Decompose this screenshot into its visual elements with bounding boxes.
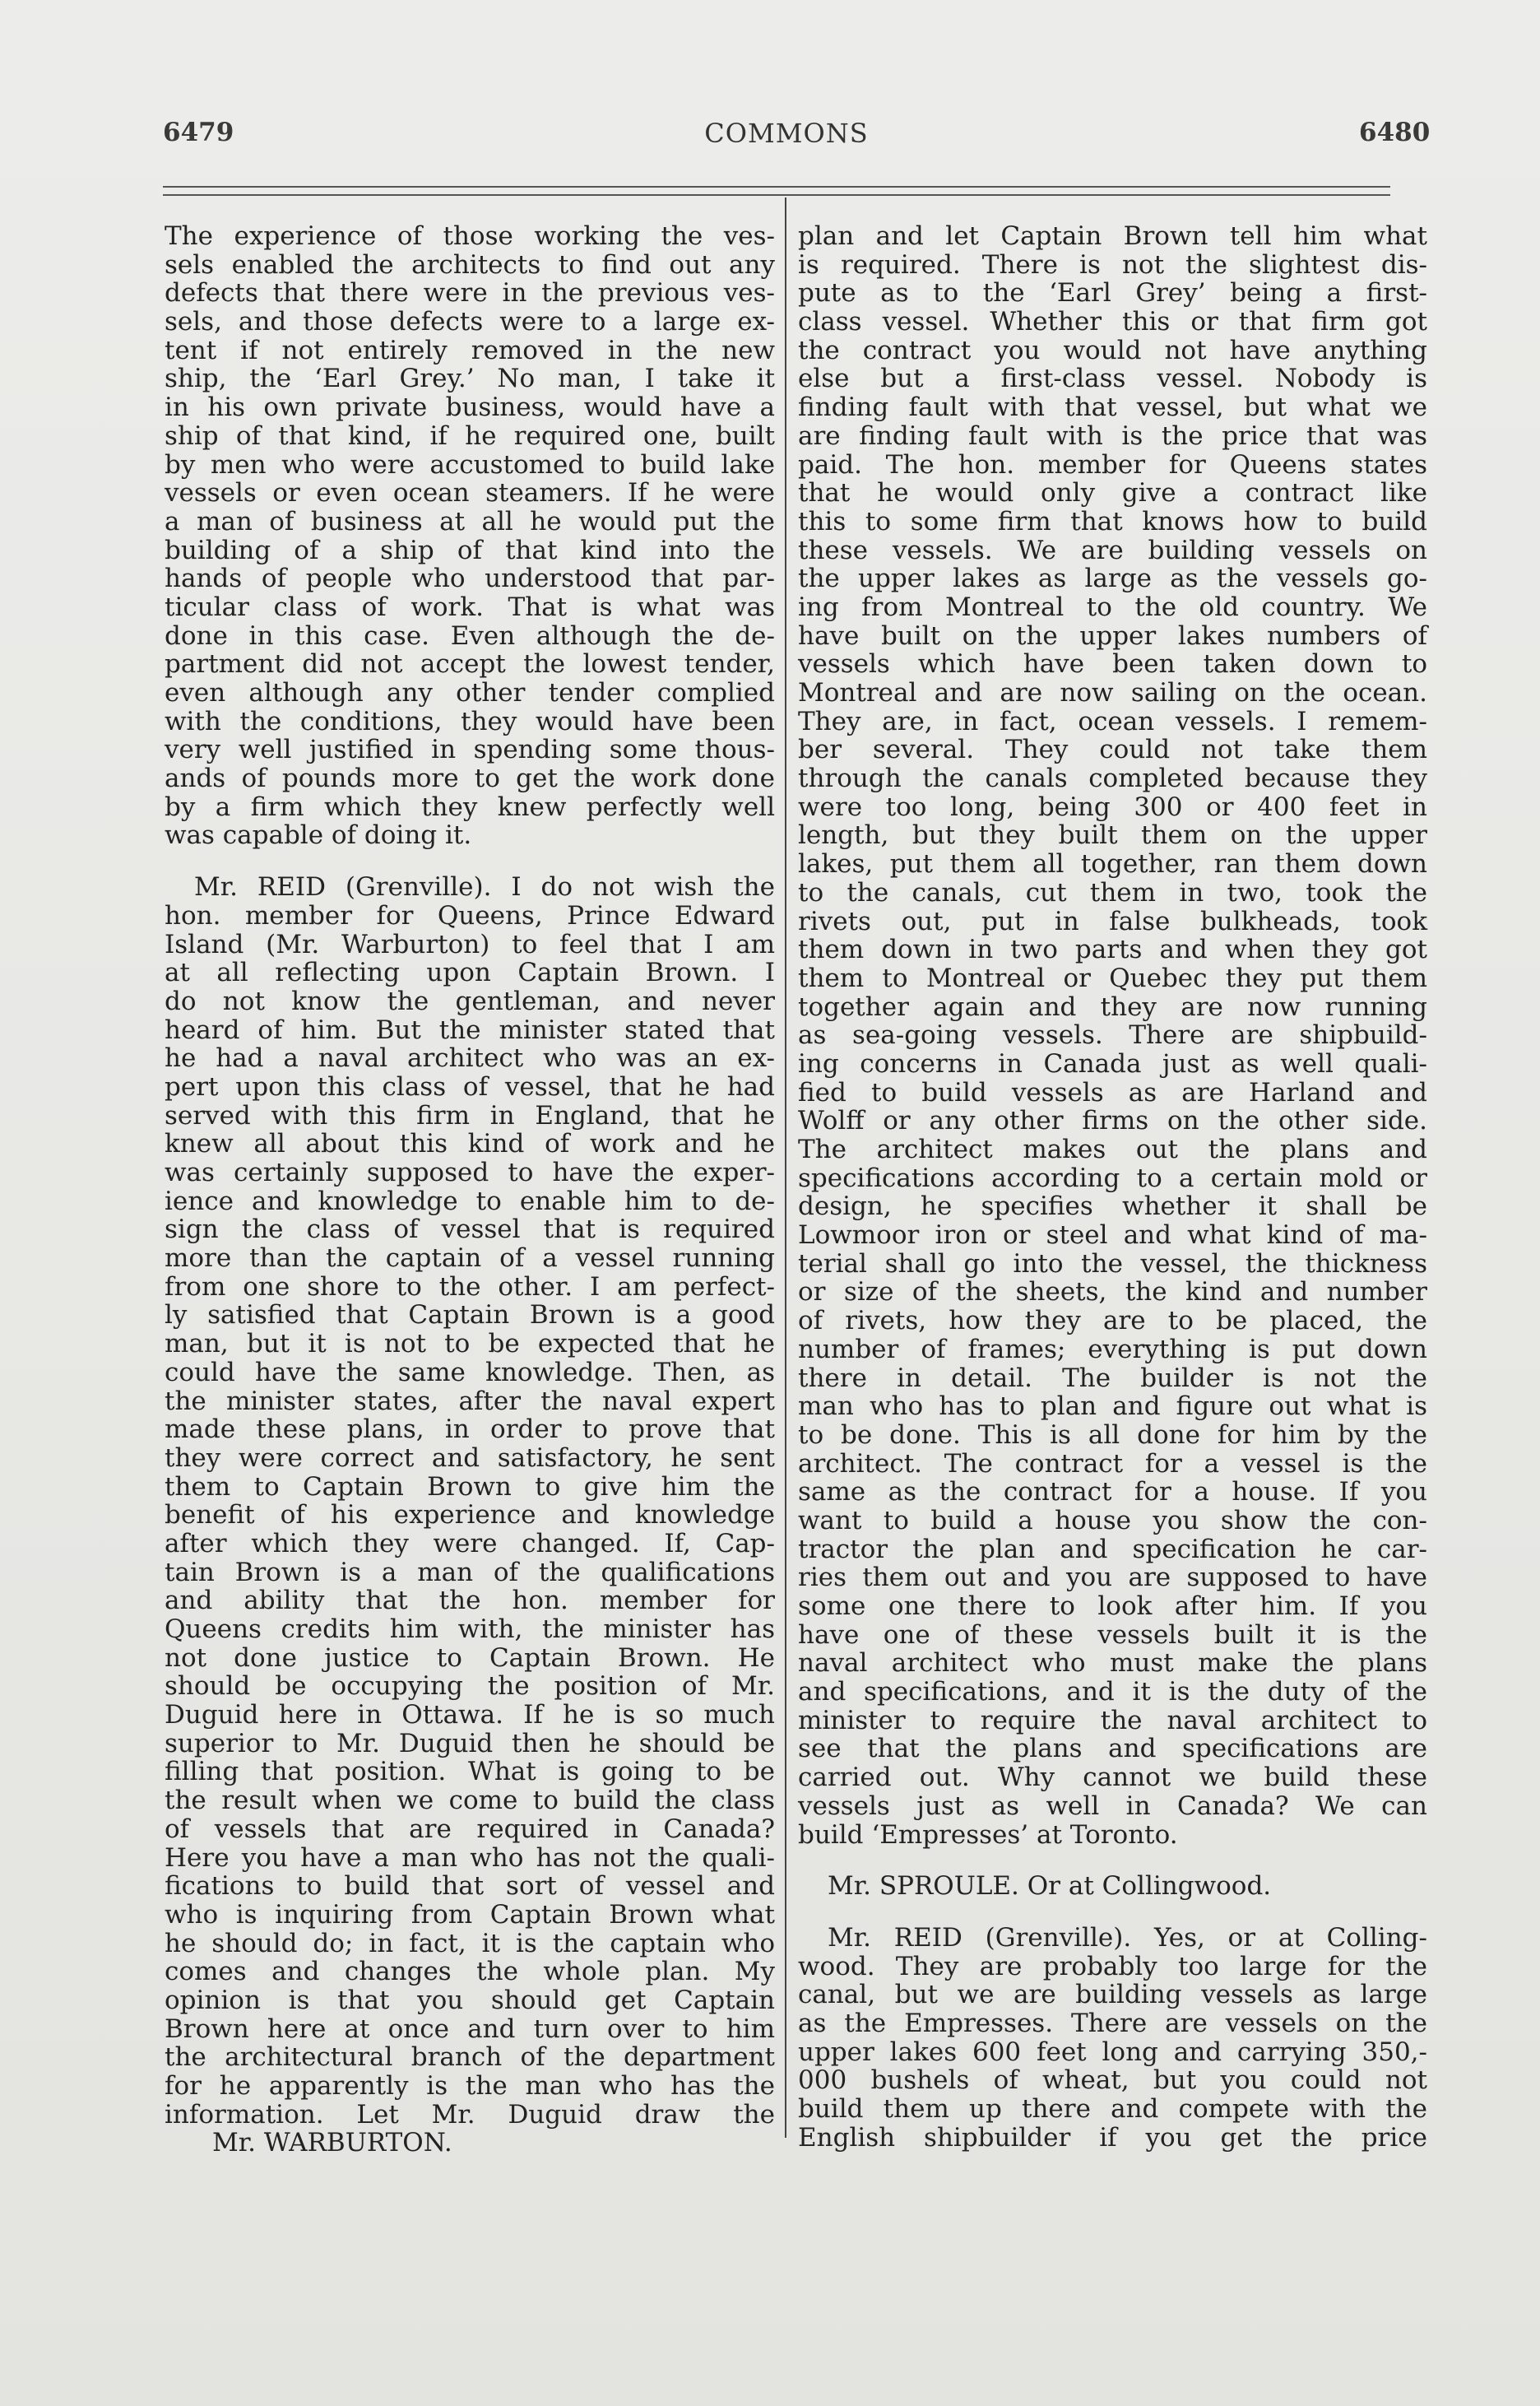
text-line: benefit of his experience and knowledge (165, 1500, 775, 1530)
text-line: minister to require the naval architect to (798, 1705, 1427, 1735)
text-line: vessels or even ocean steamers. If he were (165, 478, 775, 509)
text-line: Mr. REID (Grenville). I do not wish the (194, 872, 775, 903)
text-line: naval architect who must make the plans (798, 1648, 1427, 1679)
text-line: should be occupying the position of Mr. (165, 1671, 775, 1702)
text-line: plan and let Captain Brown tell him what (798, 221, 1427, 251)
text-line: or size of the sheets, the kind and number (798, 1277, 1427, 1308)
text-line: Montreal and are now sailing on the ocean. (798, 678, 1427, 708)
text-line: was capable of doing it. (165, 820, 472, 851)
header-rule-top (163, 186, 1390, 188)
text-line: tractor the plan and specification he car- (798, 1534, 1427, 1564)
text-line: man, but it is not to be expected that he (165, 1329, 775, 1359)
text-line: some one there to look after him. If you (798, 1591, 1427, 1621)
text-line: together again and they are now running (798, 992, 1427, 1022)
text-line: ship of that kind, if he required one, built (165, 420, 775, 451)
text-line: same as the contract for a house. If you (798, 1477, 1427, 1507)
text-line: after which they were changed. If, Cap- (165, 1528, 775, 1558)
text-line: paid. The hon. member for Queens states (798, 449, 1427, 480)
text-line: could have the same knowledge. Then, as (165, 1357, 775, 1387)
text-line: information. Let Mr. Duguid draw the (165, 2099, 775, 2130)
text-line: hands of people who understood that par- (165, 564, 775, 594)
text-line: number of frames; everything is put down (798, 1334, 1427, 1364)
text-line: do not know the gentleman, and never (165, 986, 775, 1016)
text-line: for he apparently is the man who has the (165, 2071, 775, 2101)
text-line: design, he specifies whether it shall be (798, 1191, 1427, 1222)
text-line: They are, in fact, ocean vessels. I remem- (798, 706, 1427, 736)
text-line: comes and changes the whole plan. My (165, 1957, 775, 1987)
left-column (165, 222, 775, 2158)
text-line: man who has to plan and figure out what is (798, 1391, 1427, 1422)
text-line: this to some firm that knows how to build (798, 506, 1427, 536)
text-line: he had a naval architect who was an ex- (165, 1043, 775, 1074)
text-line: pute as to the ‘Earl Grey’ being a first- (798, 278, 1427, 309)
text-line: was certainly supposed to have the exper- (165, 1158, 775, 1187)
text-line: ly satisfied that Captain Brown is a good (165, 1300, 775, 1331)
text-line: sels, and those defects were to a large ex- (165, 307, 775, 337)
text-line: Queens credits him with, the minister has (165, 1614, 775, 1644)
text-line: as the Empresses. There are vessels on the (798, 2008, 1427, 2038)
text-line: is required. There is not the slightest dis- (798, 249, 1427, 280)
right-column (798, 222, 1427, 2152)
text-line: knew all about this kind of work and he (165, 1129, 775, 1159)
text-line: sels enabled the architects to find out any (165, 249, 775, 280)
text-line: a man of business at all he would put the (165, 506, 775, 536)
text-line: by a firm which they knew perfectly well (165, 792, 775, 822)
text-line: ing from Montreal to the old country. We (798, 592, 1427, 622)
text-line: from one shore to the other. I am perfect- (165, 1271, 775, 1302)
text-line: specifications according to a certain mold or (798, 1163, 1427, 1193)
text-line: fied to build vessels as are Harland and (798, 1077, 1427, 1108)
text-line: done in this case. Even although the de- (165, 620, 775, 651)
page-number-right: 6480 (1359, 118, 1431, 147)
text-line: he should do; in fact, it is the captain who (165, 1928, 775, 1958)
text-line: partment did not accept the lowest tender, (165, 649, 775, 680)
text-line: vessels which have been taken down to (798, 649, 1427, 680)
text-line: terial shall go into the vessel, the thickness (798, 1248, 1427, 1279)
text-line: who is inquiring from Captain Brown what (165, 1899, 775, 1930)
text-line: English shipbuilder if you get the price (798, 2122, 1427, 2153)
text-line: wood. They are probably too large for the (798, 1951, 1427, 1981)
text-line: even although any other tender complied (165, 678, 775, 708)
text-line: filling that position. What is going to be (165, 1757, 775, 1787)
text-line: Brown here at once and turn over to him (165, 2014, 775, 2044)
text-line: of rivets, how they are to be placed, the (798, 1306, 1427, 1336)
text-line: canal, but we are building vessels as large (798, 1980, 1427, 2010)
text-line: very well justified in spending some thous- (165, 735, 775, 765)
text-line: Lowmoor iron or steel and what kind of ma- (798, 1220, 1427, 1251)
text-line: more than the captain of a vessel running (165, 1243, 775, 1274)
speaker-footer: Mr. WARBURTON. (212, 2128, 452, 2158)
text-line: they were correct and satisfactory, he sent (165, 1442, 775, 1473)
text-line: not done justice to Captain Brown. He (165, 1642, 775, 1673)
text-line: superior to Mr. Duguid then he should be (165, 1728, 775, 1758)
text-line: build ‘Empresses’ at Toronto. (798, 1819, 1178, 1850)
text-line: Island (Mr. Warburton) to feel that I am (165, 929, 775, 959)
text-line: opinion is that you should get Captain (165, 1985, 775, 2015)
text-line: lakes, put them all together, ran them down (798, 849, 1427, 880)
text-line: as sea-going vessels. There are shipbuild- (798, 1020, 1427, 1051)
text-line: them down in two parts and when they got (798, 935, 1427, 965)
text-line: vessels just as well in Canada? We can (798, 1791, 1427, 1821)
text-line: the architectural branch of the department (165, 2042, 775, 2073)
text-line: made these plans, in order to prove that (165, 1414, 775, 1445)
page-number-left: 6479 (163, 118, 234, 147)
text-line: ticular class of work. That is what was (165, 592, 775, 622)
text-line: ber several. They could not take them (798, 735, 1427, 765)
text-line: want to build a house you show the con- (798, 1505, 1427, 1535)
text-line: served with this firm in England, that he (165, 1100, 775, 1131)
text-line: Wolff or any other firms on the other side. (798, 1106, 1427, 1136)
text-line: at all reflecting upon Captain Brown. I (165, 958, 775, 988)
text-line: Here you have a man who has not the quali- (165, 1842, 775, 1873)
text-line: pert upon this class of vessel, that he had (165, 1071, 775, 1102)
text-line: carried out. Why cannot we build these (798, 1763, 1427, 1793)
text-line: to be done. This is all done for him by the (798, 1419, 1427, 1450)
text-line: else but a first-class vessel. Nobody is (798, 364, 1427, 394)
text-line: finding fault with that vessel, but what we (798, 392, 1427, 423)
column-divider (785, 197, 786, 2138)
text-line: to the canals, cut them in two, took the (798, 877, 1427, 908)
text-line: these vessels. We are building vessels on (798, 535, 1427, 565)
text-line: that he would only give a contract like (798, 478, 1427, 509)
paragraph-gap (165, 850, 775, 873)
text-line: by men who were accustomed to build lake (165, 449, 775, 480)
text-line: there in detail. The builder is not the (798, 1363, 1427, 1393)
text-line: tent if not entirely removed in the new (165, 335, 775, 365)
text-line: ands of pounds more to get the work done (165, 764, 775, 794)
text-line: Duguid here in Ottawa. If he is so much (165, 1700, 775, 1730)
text-line: sign the class of vessel that is required (165, 1215, 775, 1245)
text-line: are finding fault with is the price that was (798, 420, 1427, 451)
text-line: building of a ship of that kind into the (165, 535, 775, 565)
text-line: ship, the ‘Earl Grey.’ No man, I take it (165, 364, 775, 394)
text-line: were too long, being 300 or 400 feet in (798, 792, 1427, 822)
text-line: through the canals completed because they (798, 764, 1427, 794)
text-line: see that the plans and specifications are (798, 1734, 1427, 1764)
paragraph-gap (798, 1849, 1427, 1872)
text-line: class vessel. Whether this or that firm got (798, 307, 1427, 337)
text-line: in his own private business, would have a (165, 392, 775, 423)
text-line: the contract you would not have anything (798, 335, 1427, 365)
text-line: them to Montreal or Quebec they put them (798, 963, 1427, 993)
text-line: The architect makes out the plans and (798, 1135, 1427, 1164)
text-line: length, but they built them on the upper (798, 820, 1427, 851)
text-line: upper lakes 600 feet long and carrying 350,- (798, 2037, 1427, 2067)
text-line: have built on the upper lakes numbers of (798, 620, 1427, 651)
text-line: ience and knowledge to enable him to de- (165, 1186, 775, 1216)
text-line: tain Brown is a man of the qualifications (165, 1557, 775, 1587)
text-line: with the conditions, they would have been (165, 706, 775, 736)
text-line: them to Captain Brown to give him the (165, 1471, 775, 1502)
text-line: rivets out, put in false bulkheads, took (798, 906, 1427, 936)
text-line: have one of these vessels built it is the (798, 1619, 1427, 1650)
paragraph-gap (798, 1901, 1427, 1924)
text-line: ing concerns in Canada just as well quali- (798, 1048, 1427, 1079)
text-line: the minister states, after the naval expert (165, 1386, 775, 1416)
text-line: heard of him. But the minister stated that (165, 1015, 775, 1045)
running-head: COMMONS (704, 118, 869, 149)
text-line: build them up there and compete with the (798, 2094, 1427, 2124)
text-line: the upper lakes as large as the vessels go- (798, 564, 1427, 594)
text-line: The experience of those working the ves- (165, 221, 775, 251)
text-line: ries them out and you are supposed to have (798, 1563, 1427, 1593)
text-line: fications to build that sort of vessel and (165, 1871, 775, 1902)
text-line: of vessels that are required in Canada? (165, 1814, 775, 1844)
text-line: Mr. REID (Grenville). Yes, or at Colling- (828, 1922, 1427, 1953)
text-line: Mr. SPROULE. Or at Collingwood. (828, 1871, 1272, 1902)
text-line: architect. The contract for a vessel is the (798, 1448, 1427, 1479)
text-line: the result when we come to build the class (165, 1786, 775, 1816)
text-line: 000 bushels of wheat, but you could not (798, 2065, 1427, 2096)
text-line: and ability that the hon. member for (165, 1586, 775, 1616)
text-line: defects that there were in the previous ves- (165, 278, 775, 309)
text-line: hon. member for Queens, Prince Edward (165, 900, 775, 931)
text-line: and specifications, and it is the duty of the (798, 1677, 1427, 1707)
header-rule-bottom (163, 194, 1390, 196)
